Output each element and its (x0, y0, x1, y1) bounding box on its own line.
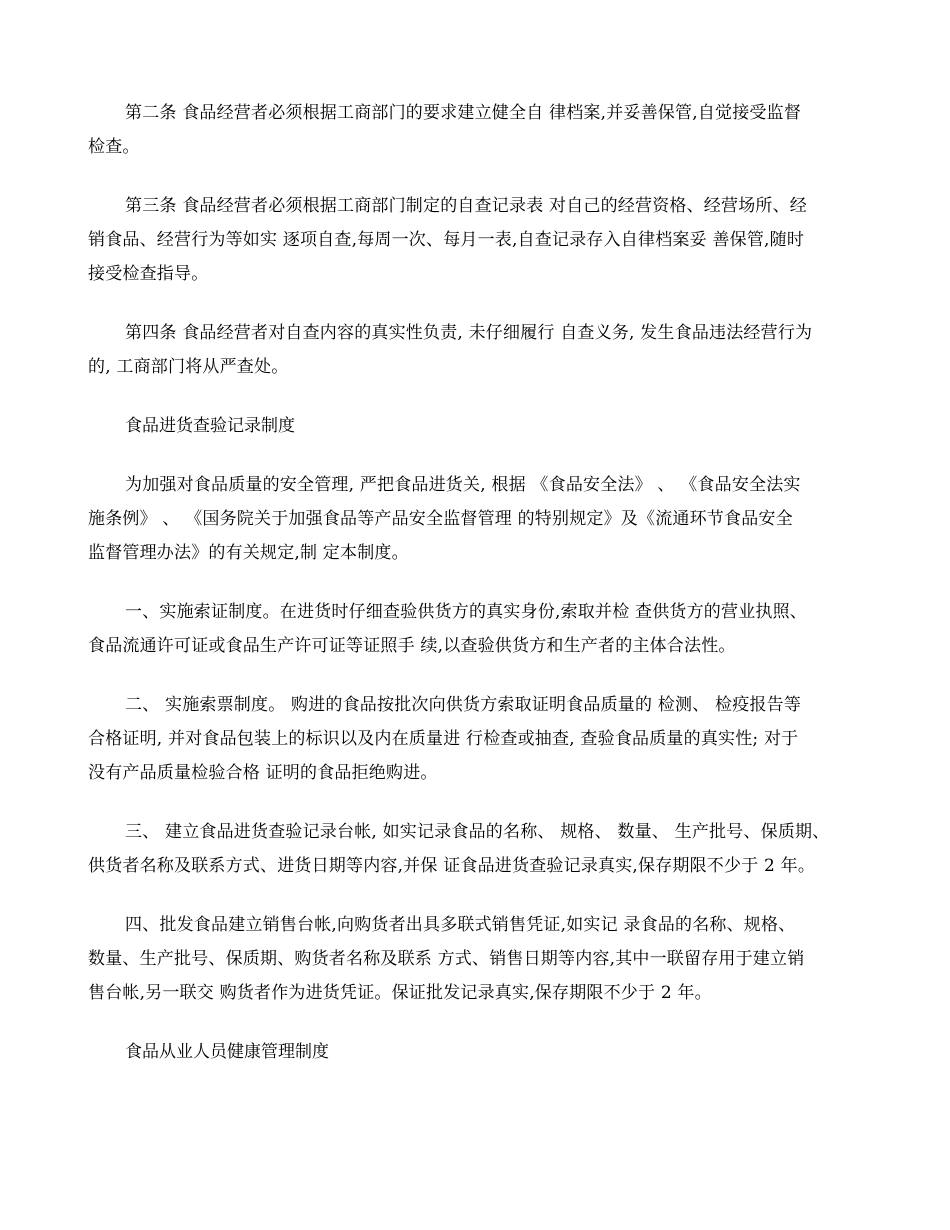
article-3-paragraph: 第三条 食品经营者必须根据工商部门制定的自查记录表 对自己的经营资格、经营场所、经 销食品、经营行为等如实 逐项自查,每周一次、每月一表,自查记录存入自律档案妥 善保管,随时 接受检查指导。 (88, 196, 808, 284)
item-3-paragraph: 三、 建立食品进货查验记录台帐, 如实记录食品的名称、 规格、 数量、 生产批号、保质期、 供货者名称及联系方式、进货日期等内容,并保 证食品进货查验记录真实,保存期限不少于 2 年。 (88, 822, 830, 876)
article-4-paragraph: 第四条 食品经营者对自查内容的真实性负责, 未仔细履行 自查义务, 发生食品违法经营行为 的, 工商部门将从严查处。 (88, 323, 813, 377)
section-heading-health-management: 食品从业人员健康管理制度 (125, 1042, 329, 1062)
item-1-paragraph: 一、实施索证制度。在进货时仔细查验供货方的真实身份,索取并检 查供货方的营业执照、 食品流通许可证或食品生产许可证等证照手 续,以查验供货方和生产者的主体合法性。 (88, 602, 808, 656)
article-2-paragraph: 第二条 食品经营者必须根据工商部门的要求建立健全自 律档案,并妥善保管,自觉接受监督 检查。 (88, 103, 802, 157)
item-4-paragraph: 四、批发食品建立销售台帐,向购货者出具多联式销售凭证,如实记 录食品的名称、规格、 数量、生产批号、保质期、购货者名称及联系 方式、销售日期等内容,其中一联留存用于建立销 售台帐,另一联交 购货者作为进货凭证。保证批发记录真实,保存期限不少于 2 年。 (88, 915, 805, 1003)
intro-paragraph: 为加强对食品质量的安全管理, 严把食品进货关, 根据 《食品安全法》 、 《食品安全法实 施条例》 、 《国务院关于加强食品等产品安全监督管理 的特别规定》及《流通环节食品安全 监督管理办法》的有关规定,制 定本制度。 (88, 475, 801, 563)
document-page (88, 96, 864, 1094)
item-2-paragraph: 二、 实施索票制度。 购进的食品按批次向供货方索取证明食品质量的 检测、 检疫报告等 合格证明, 并对食品包装上的标识以及内在质量进 行检查或抽查, 查验食品质量的真实性; 对于 没有产品质量检验合格 证明的食品拒绝购进。 (88, 695, 802, 783)
section-heading-purchase-inspection: 食品进货查验记录制度 (125, 416, 295, 436)
